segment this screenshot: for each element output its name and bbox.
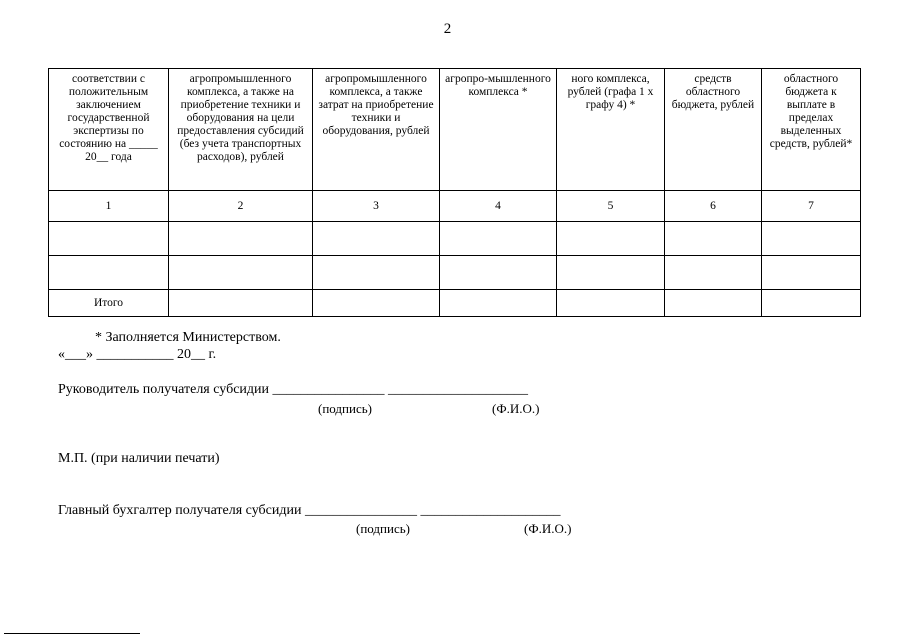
table-cell	[49, 222, 169, 256]
header-cell: средств областного бюджета, рублей	[665, 69, 762, 191]
table-cell	[665, 290, 762, 317]
table-cell	[169, 256, 313, 290]
table-cell	[169, 222, 313, 256]
header-cell: областного бюджета к выплате в пределах выделенных средств, рублей*	[762, 69, 861, 191]
head-sign-caption: (подпись)	[318, 401, 372, 416]
table-cell	[557, 290, 665, 317]
header-cell: соответствии с положительным заключением государственной экспертизы по состоянию на _____ 20__ года	[49, 69, 169, 191]
accountant-name-caption: (Ф.И.О.)	[524, 521, 572, 536]
accountant-signature-line: Главный бухгалтер получателя субсидии ________________ ____________________	[58, 503, 561, 518]
page-number: 2	[443, 21, 452, 37]
head-signature-line: Руководитель получателя субсидии ________________ ____________________	[58, 382, 529, 397]
table-cell	[313, 222, 440, 256]
total-label: Итого	[49, 290, 169, 317]
stamp-note: М.П. (при наличии печати)	[58, 451, 220, 466]
table-cell	[313, 290, 440, 317]
header-cell: ного комплекса, рублей (графа 1 х графу 4) *	[557, 69, 665, 191]
subsidy-table	[48, 68, 861, 317]
table-cell	[557, 256, 665, 290]
table-cell	[440, 256, 557, 290]
column-number: 6	[665, 191, 762, 222]
table-cell	[440, 290, 557, 317]
head-name-caption: (Ф.И.О.)	[492, 401, 540, 416]
column-number-row	[49, 191, 861, 222]
accountant-sign-caption: (подпись)	[356, 521, 410, 536]
table-row	[49, 256, 861, 290]
table-cell	[762, 256, 861, 290]
header-cell: агропро-мышленного комплекса *	[440, 69, 557, 191]
table-cell	[440, 222, 557, 256]
table-cell	[49, 256, 169, 290]
footnote-separator	[4, 633, 140, 634]
header-cell: агропромышленного комплекса, а также затрат на приобретение техники и оборудования, рублей	[313, 69, 440, 191]
table-header-row	[49, 69, 861, 191]
table-cell	[762, 290, 861, 317]
date-line: «___» ___________ 20__ г.	[58, 347, 217, 362]
column-number: 4	[440, 191, 557, 222]
table-cell	[169, 290, 313, 317]
table-cell	[665, 256, 762, 290]
column-number: 1	[49, 191, 169, 222]
footnote: * Заполняется Министерством.	[95, 330, 281, 345]
column-number: 3	[313, 191, 440, 222]
header-cell: агропромышленного комплекса, а также на приобретение техники и оборудования на цели предоставления субсидий (без учета транспортных расходов), рублей	[169, 69, 313, 191]
column-number: 2	[169, 191, 313, 222]
table-cell	[557, 222, 665, 256]
table-cell	[762, 222, 861, 256]
column-number: 7	[762, 191, 861, 222]
column-number: 5	[557, 191, 665, 222]
total-row	[49, 290, 861, 317]
table-cell	[665, 222, 762, 256]
table-cell	[313, 256, 440, 290]
table-row	[49, 222, 861, 256]
